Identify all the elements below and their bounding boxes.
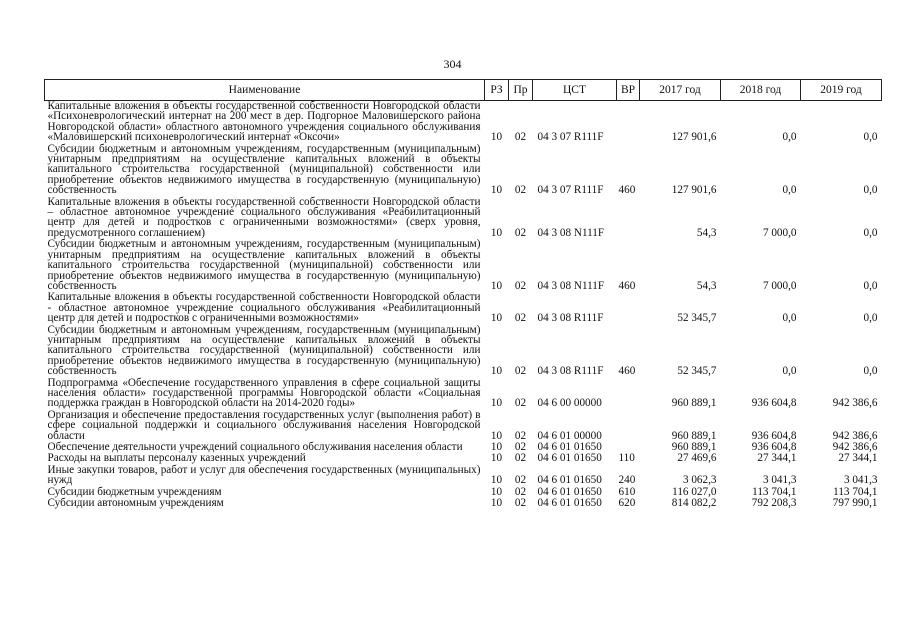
row-2017: 116 027,0 xyxy=(672,485,717,498)
row-cst: 04 6 01 01650 xyxy=(537,497,602,510)
row-name: Обеспечение деятельности учреждений социального обслуживания населения области xyxy=(47,441,463,453)
row-2019: 0,0 xyxy=(863,312,878,325)
row-pr: 02 xyxy=(514,365,527,378)
row-2019: 0,0 xyxy=(863,131,878,144)
row-pr: 02 xyxy=(514,226,527,239)
row-2017: 27 469,6 xyxy=(677,452,717,465)
row-2019: 113 704,1 xyxy=(833,485,878,498)
row-2018: 0,0 xyxy=(782,312,797,325)
row-2017: 960 889,1 xyxy=(671,441,717,453)
row-2017: 814 082,2 xyxy=(671,497,717,510)
row-vr: 460 xyxy=(618,365,636,378)
row-name: Организация и обеспечение предоставления государственных услуг (выполнения работ) в сфере социальной поддержки и социального обслуживания населения Новгородской области xyxy=(47,408,481,442)
table-body xyxy=(45,101,882,510)
table-row xyxy=(45,465,882,487)
row-2018: 27 344,1 xyxy=(757,452,797,465)
table-header xyxy=(45,80,882,101)
row-rz: 10 xyxy=(490,452,503,465)
row-rz: 10 xyxy=(490,365,503,378)
row-rz: 10 xyxy=(490,485,503,498)
row-2018: 113 704,1 xyxy=(752,485,797,498)
row-name: Субсидии бюджетным и автономным учреждениям, государственным (муниципальным) унитарным предприятиям на осуществление капитальных вложений в объекты капитального строительства государственной (муниципальной) собственности или приобретение объектов недвижимого имущества в государственную (муниципальную) собственность xyxy=(47,238,481,292)
row-cst: 04 3 08 R111F xyxy=(537,365,604,378)
row-rz: 10 xyxy=(490,397,503,410)
row-rz: 10 xyxy=(490,441,503,453)
row-2019: 0,0 xyxy=(863,279,878,292)
row-2018: 7 000,0 xyxy=(762,226,797,239)
row-cst: 04 6 00 00000 xyxy=(537,397,602,410)
row-pr: 02 xyxy=(514,184,527,197)
header-2018: 2018 год xyxy=(721,80,801,101)
row-pr: 02 xyxy=(514,497,527,510)
row-2019: 942 386,6 xyxy=(832,429,878,442)
table-row xyxy=(45,292,882,324)
table-row xyxy=(45,378,882,410)
row-rz: 10 xyxy=(490,429,503,442)
row-2017: 960 889,1 xyxy=(671,397,717,410)
row-2018: 0,0 xyxy=(782,131,797,144)
row-cst: 04 6 01 01650 xyxy=(537,474,602,487)
row-2018: 3 041,3 xyxy=(762,474,797,487)
row-vr: 240 xyxy=(618,474,636,487)
row-vr: 620 xyxy=(618,497,636,510)
row-2018: 7 000,0 xyxy=(762,279,797,292)
row-rz: 10 xyxy=(490,312,503,325)
row-rz: 10 xyxy=(490,497,503,510)
row-cst: 04 3 08 R111F xyxy=(537,312,604,325)
header-2019: 2019 год xyxy=(801,80,882,101)
table-row xyxy=(45,410,882,442)
row-cst: 04 3 07 R111F xyxy=(537,184,604,197)
header-cst: ЦСТ xyxy=(533,80,617,101)
row-2017: 54,3 xyxy=(696,226,717,239)
row-2017: 3 062,3 xyxy=(682,474,717,487)
row-rz: 10 xyxy=(490,131,503,144)
row-pr: 02 xyxy=(514,312,527,325)
row-2018: 936 604,8 xyxy=(751,441,797,453)
row-2018: 0,0 xyxy=(782,184,797,197)
row-name: Субсидии автономным учреждениям xyxy=(47,497,224,510)
header-name: Наименование xyxy=(45,80,485,101)
row-2019: 0,0 xyxy=(863,365,878,378)
table-row xyxy=(45,197,882,240)
row-2018: 936 604,8 xyxy=(751,429,797,442)
row-pr: 02 xyxy=(514,441,527,453)
table-row xyxy=(45,498,882,509)
row-name: Подпрограмма «Обеспечение государственного управления в сфере социальной защиты населения области» государственной программы Новгородской области «Социальная поддержка граждан в Новгородской области на 2014-2020 годы» xyxy=(47,376,481,410)
budget-table xyxy=(44,79,882,509)
row-vr xyxy=(617,410,640,442)
row-rz: 10 xyxy=(490,184,503,197)
row-cst: 04 3 08 N111F xyxy=(537,279,605,292)
row-vr: 610 xyxy=(618,485,636,498)
row-pr: 02 xyxy=(514,397,527,410)
row-vr xyxy=(617,101,640,144)
row-name: Иные закупки товаров, работ и услуг для обеспечения государственных (муниципальных) нужд xyxy=(47,463,481,487)
row-name: Капитальные вложения в объекты государственной собственности Новгородской области - областное автономное учреждение социального обслуживания «Реабилитационный центр для детей и подростков с ограниченными возможностями» xyxy=(47,291,481,325)
row-2019: 27 344,1 xyxy=(838,452,878,465)
table-row xyxy=(45,144,882,197)
table-row xyxy=(45,325,882,378)
row-cst: 04 3 07 R111F xyxy=(537,131,604,144)
row-cst: 04 3 08 N111F xyxy=(537,226,605,239)
row-name: Субсидии бюджетным и автономным учреждениям, государственным (муниципальным) унитарным предприятиям на осуществление капитальных вложений в объекты капитального строительства государственной (муниципальной) собственности или приобретение объектов недвижимого имущества в государственную (муниципальную) собственность xyxy=(47,142,481,197)
row-rz: 10 xyxy=(490,279,503,292)
row-2019: 942 386,6 xyxy=(832,397,878,410)
row-2017: 52 345,7 xyxy=(677,312,717,325)
row-2018: 792 208,3 xyxy=(751,497,797,510)
row-pr: 02 xyxy=(514,279,527,292)
row-name: Капитальные вложения в объекты государственной собственности Новгородской области – областное автономное учреждение социального обслуживания «Реабилитационный центр для детей и подростков с ограниченными возможностями» (сверх уровня, предусмотренного соглашением) xyxy=(47,195,481,239)
row-pr: 02 xyxy=(514,429,527,442)
row-cst: 04 6 01 00000 xyxy=(537,429,602,442)
row-pr: 02 xyxy=(514,452,527,465)
header-2017: 2017 год xyxy=(640,80,721,101)
row-2018: 0,0 xyxy=(782,365,797,378)
table-row xyxy=(45,101,882,144)
row-2017: 127 901,6 xyxy=(671,184,717,197)
row-rz: 10 xyxy=(490,226,503,239)
header-pr: Пр xyxy=(509,80,533,101)
table-row xyxy=(45,239,882,292)
header-rz: РЗ xyxy=(485,80,509,101)
row-name: Расходы на выплаты персоналу казенных учреждений xyxy=(47,452,306,465)
row-2019: 942 386,6 xyxy=(832,441,878,453)
row-cst: 04 6 01 01650 xyxy=(537,441,602,453)
row-name: Капитальные вложения в объекты государственной собственности Новгородской области «Психоневрологический интернат на 200 мест в дер. Подгорное Маловишерского района Новгородской области» областного автономного учреждения социального обслуживания «Маловишерский психоневрологический интернат «Оксочи» xyxy=(47,100,481,144)
row-rz: 10 xyxy=(490,474,503,487)
row-2017: 127 901,6 xyxy=(671,131,717,144)
row-2019: 0,0 xyxy=(863,184,878,197)
row-pr: 02 xyxy=(514,131,527,144)
row-2019: 0,0 xyxy=(863,226,878,239)
row-cst: 04 6 01 01650 xyxy=(537,485,602,498)
row-pr: 02 xyxy=(514,474,527,487)
row-2019: 3 041,3 xyxy=(843,474,878,487)
header-vr: ВР xyxy=(617,80,640,101)
row-2018: 936 604,8 xyxy=(751,397,797,410)
row-vr: 110 xyxy=(618,452,635,465)
row-name: Субсидии бюджетным учреждениям xyxy=(47,485,222,498)
row-vr xyxy=(617,292,640,324)
row-2017: 54,3 xyxy=(696,279,717,292)
row-vr xyxy=(617,378,640,410)
row-pr: 02 xyxy=(514,485,527,498)
page-number: 304 xyxy=(443,57,462,71)
row-vr: 460 xyxy=(618,279,636,292)
row-name: Субсидии бюджетным и автономным учреждениям, государственным (муниципальным) унитарным предприятиям на осуществление капитальных вложений в объекты капитального строительства государственной (муниципальной) собственности или приобретение объектов недвижимого имущества в государственную (муниципальную) собственность xyxy=(47,323,481,378)
row-vr xyxy=(617,197,640,240)
row-cst: 04 6 01 01650 xyxy=(537,452,602,465)
row-2017: 960 889,1 xyxy=(671,429,717,442)
row-2017: 52 345,7 xyxy=(677,365,717,378)
row-2019: 797 990,1 xyxy=(832,497,878,510)
row-vr: 460 xyxy=(618,184,636,197)
